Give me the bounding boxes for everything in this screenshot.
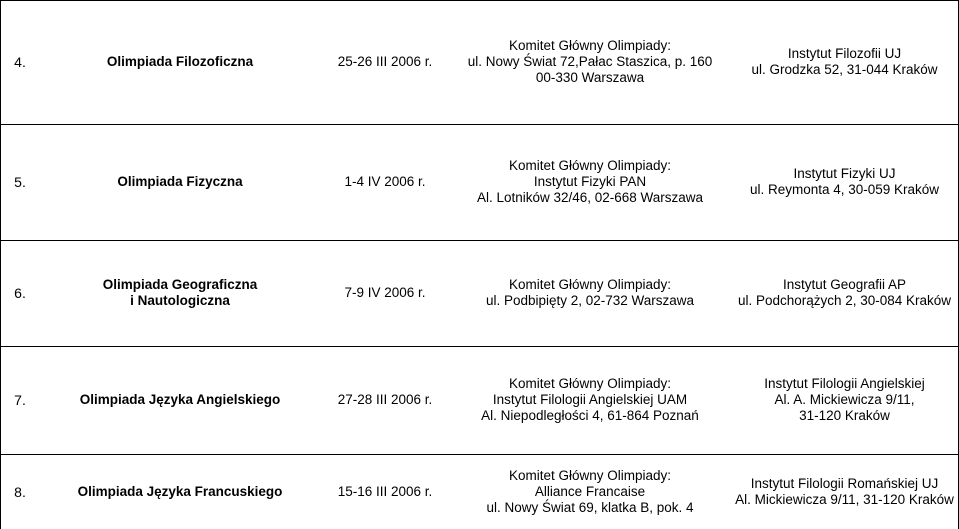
committee-address xyxy=(450,2,730,122)
venue-line: ul. Grodzka 52, 31-044 Kraków xyxy=(751,62,938,77)
committee-address xyxy=(450,241,730,345)
venue-line: Instytut Filozofii UJ xyxy=(787,46,902,61)
committee-line: Alliance Francaise xyxy=(534,484,646,499)
olympiad-name-line: Olimpiada Filozoficzna xyxy=(106,54,254,69)
venue-line: Instytut Filologii Romańskiej UJ xyxy=(750,476,939,491)
olympiad-date: 25-26 III 2006 r. xyxy=(337,54,433,69)
committee-line: Komitet Główny Olimpiady: xyxy=(508,38,672,53)
venue-line: ul. Podchorążych 2, 30-084 Kraków xyxy=(737,293,952,308)
table-row xyxy=(0,347,959,453)
olympiad-name-line: Olimpiada Języka Angielskiego xyxy=(79,392,281,407)
venue-line: Instytut Fizyki UJ xyxy=(793,166,896,181)
row-divider xyxy=(0,0,959,1)
committee-line: Komitet Główny Olimpiady: xyxy=(508,468,672,483)
committee-line: Komitet Główny Olimpiady: xyxy=(508,158,672,173)
olympiad-name xyxy=(40,241,320,345)
venue-line: Al. A. Mickiewicza 9/11, xyxy=(774,392,915,407)
committee-line: ul. Nowy Świat 69, klatka B, pok. 4 xyxy=(486,500,694,515)
committee-line: Al. Lotników 32/46, 02-668 Warszawa xyxy=(476,190,704,205)
venue-line: Instytut Geografii AP xyxy=(782,277,907,292)
venue-line: 31-120 Kraków xyxy=(799,408,890,423)
table-row xyxy=(0,2,959,122)
venue-address xyxy=(730,241,959,345)
olympiad-name xyxy=(40,125,320,239)
olympiad-name-line: Olimpiada Geograficzna xyxy=(102,277,258,292)
row-number: 7. xyxy=(14,392,26,408)
olympiad-date: 15-16 III 2006 r. xyxy=(337,484,433,499)
olympiad-name xyxy=(40,2,320,122)
olympiad-name xyxy=(40,455,320,529)
venue-address xyxy=(730,347,959,453)
olympiad-date: 1-4 IV 2006 r. xyxy=(344,174,426,189)
row-number: 8. xyxy=(14,484,26,500)
venue-address xyxy=(730,455,959,529)
venue-address xyxy=(730,125,959,239)
row-number: 4. xyxy=(14,54,26,70)
table-row xyxy=(0,241,959,345)
olympiad-date: 27-28 III 2006 r. xyxy=(337,392,433,407)
row-number: 5. xyxy=(14,174,26,190)
venue-address xyxy=(730,2,959,122)
committee-line: ul. Podbipięty 2, 02-732 Warszawa xyxy=(485,293,695,308)
olympiad-name xyxy=(40,347,320,453)
olympiad-name-line: Olimpiada Języka Francuskiego xyxy=(77,484,283,499)
committee-line: Komitet Główny Olimpiady: xyxy=(508,277,672,292)
venue-line: Al. Mickiewicza 9/11, 31-120 Kraków xyxy=(735,492,954,507)
committee-line: ul. Nowy Świat 72,Pałac Staszica, p. 160 xyxy=(467,54,713,69)
olympiad-name-line: i Nautologiczna xyxy=(130,293,230,308)
venue-line: Instytut Filologii Angielskiej xyxy=(764,376,925,391)
venue-line: ul. Reymonta 4, 30-059 Kraków xyxy=(749,182,940,197)
row-number: 6. xyxy=(14,285,26,301)
olympiad-date: 7-9 IV 2006 r. xyxy=(344,285,426,300)
committee-line: Komitet Główny Olimpiady: xyxy=(508,376,672,391)
olympiad-name-line: Olimpiada Fizyczna xyxy=(117,174,243,189)
table-row xyxy=(0,455,959,529)
table-row xyxy=(0,125,959,239)
committee-line: Instytut Filologii Angielskiej UAM xyxy=(492,392,688,407)
committee-line: 00-330 Warszawa xyxy=(535,70,645,85)
committee-line: Instytut Fizyki PAN xyxy=(533,174,647,189)
committee-line: Al. Niepodległości 4, 61-864 Poznań xyxy=(481,408,699,423)
committee-address xyxy=(450,347,730,453)
committee-address xyxy=(450,455,730,529)
committee-address xyxy=(450,125,730,239)
